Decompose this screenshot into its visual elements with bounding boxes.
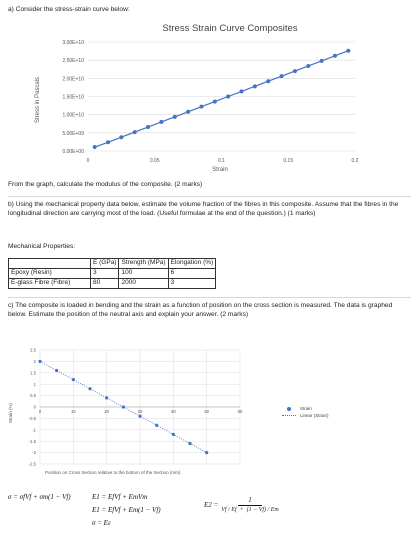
y-tick-label: 0.00E+00: [62, 149, 84, 155]
table-cell: 6: [168, 269, 216, 279]
legend-label: Strain: [300, 406, 312, 411]
chart-title: Stress Strain Curve Composites: [162, 23, 298, 34]
y-tick-label: 1.5: [30, 370, 36, 376]
y-tick-label: 1.00E+10: [62, 112, 84, 119]
data-point: [55, 369, 58, 372]
table-cell: E-glass Fibre (Fibre): [9, 279, 91, 289]
divider: [8, 297, 411, 298]
formula-hookes-law: σ = Eε: [92, 519, 111, 527]
data-point: [72, 378, 75, 381]
y-axis-label: Strain (%): [8, 402, 13, 424]
y-tick-label: 5.00E+09: [62, 130, 84, 137]
table-cell: Epoxy (Resin): [9, 269, 91, 279]
data-point: [306, 64, 310, 68]
x-tick-label: 50: [204, 409, 210, 414]
formula-plus: +: [239, 507, 244, 514]
y-tick-label: 2: [33, 359, 36, 364]
data-point: [146, 125, 150, 129]
table-header-cell: [9, 259, 91, 269]
data-point: [138, 415, 141, 418]
x-axis-label: Strain: [212, 167, 228, 173]
x-tick-label: 40: [170, 409, 176, 414]
table-cell: 100: [119, 269, 168, 279]
data-point: [106, 140, 110, 144]
table-header-cell: E (GPa): [91, 259, 119, 269]
x-tick-label: 20: [104, 409, 110, 414]
data-point: [253, 84, 257, 88]
data-point: [93, 145, 97, 149]
legend-marker-dot: [287, 407, 291, 411]
data-point: [122, 405, 125, 408]
data-point: [173, 115, 177, 119]
y-tick-label: 0: [33, 404, 36, 410]
data-point: [155, 424, 158, 427]
y-tick-label: 2.5: [30, 347, 36, 353]
x-axis-label: Position on Cross Section relative to the bottom of the Section (mm): [45, 470, 181, 475]
x-tick-label: 60: [237, 409, 243, 414]
data-point: [240, 89, 244, 93]
divider: [8, 196, 411, 197]
data-point: [266, 79, 270, 83]
formula-stress-rule-of-mixtures: σ = σfVf + σm(1 − Vf): [8, 493, 71, 501]
formula-modulus-transverse: [204, 496, 279, 515]
table-cell: 80: [91, 279, 119, 289]
formula-lhs: E2 =: [204, 500, 219, 509]
data-point: [320, 59, 324, 63]
x-tick-label: 0.2: [351, 158, 359, 164]
data-point: [172, 433, 175, 436]
x-tick-label: 0: [38, 409, 42, 414]
formula-term: Vf / Ef: [221, 507, 237, 514]
data-point: [293, 69, 297, 73]
stress-strain-chart: [30, 18, 390, 175]
y-tick-label: -1.5: [28, 438, 36, 444]
y-tick-label: -0.5: [28, 416, 36, 421]
legend-marker-dotted-line: [282, 415, 296, 416]
y-tick-label: 0.5: [30, 393, 36, 399]
formula-term: (1 − Vf) / Em: [246, 507, 279, 514]
y-tick-label: -1: [32, 427, 36, 433]
table-cell: 2000: [119, 279, 168, 289]
formula-denominator: [221, 506, 278, 514]
x-tick-label: 10: [70, 409, 76, 414]
data-point: [333, 54, 337, 58]
table-row: [9, 279, 216, 289]
data-point: [88, 387, 91, 390]
x-tick-label: 0.05: [149, 158, 160, 164]
data-point: [205, 451, 208, 454]
part-b-text: b) Using the mechanical property data below, estimate the volume fraction of the fibres in this composite. Assume that the fibres in the longitudinal direction are carrying most of the load. (Useful formulae at the end of the question.) (1 marks): [8, 201, 399, 217]
legend-item-strain: [282, 405, 329, 412]
table-row: [9, 269, 216, 279]
y-tick-label: 1: [33, 381, 36, 387]
strain-position-chart: [8, 342, 278, 482]
data-point: [346, 49, 350, 53]
table-header-cell: Elongation (%): [168, 259, 216, 269]
part-a-question: From the graph, calculate the modulus of the composite. (2 marks): [8, 181, 203, 188]
table-cell: 3: [91, 269, 119, 279]
data-point: [188, 442, 191, 445]
table-header-cell: Strength (MPa): [119, 259, 168, 269]
formula-modulus-longitudinal-expanded: E1 = EfVf + Em(1 − Vf): [92, 506, 161, 514]
part-a-intro: a) Consider the stress-strain curve below:: [8, 6, 130, 13]
legend-item-linear: [282, 412, 329, 419]
data-point: [226, 95, 230, 99]
formula-numerator: 1: [238, 496, 262, 506]
y-tick-label: 2.50E+10: [62, 58, 84, 65]
mechanical-properties-title: Mechanical Properties:: [8, 243, 76, 250]
data-point: [199, 105, 203, 109]
data-point: [280, 74, 284, 78]
x-tick-label: 0: [86, 158, 90, 164]
data-point: [159, 120, 163, 124]
x-tick-label: 30: [137, 409, 143, 414]
y-tick-label: -2.5: [28, 461, 36, 467]
legend-label: Linear (Strain): [300, 413, 329, 419]
part-c-text: c) The composite is loaded in bending and the strain as a function of position on the cross section is measured. The data is graphed below. Estimate the position of the neutral axis and explain your answer. (2 marks): [8, 302, 393, 318]
formula-modulus-longitudinal: E1 = EfVf + EmVm: [92, 493, 148, 501]
data-point: [186, 110, 190, 114]
table-header-row: [9, 259, 216, 269]
data-point: [119, 135, 123, 139]
y-tick-label: 2.00E+10: [62, 76, 84, 83]
table-cell: 3: [168, 279, 216, 289]
data-point: [133, 130, 137, 134]
x-tick-label: 0.15: [283, 158, 294, 164]
chart-legend: [282, 405, 329, 419]
y-axis-label: Stress in Pascals: [35, 76, 41, 124]
data-point: [213, 100, 217, 104]
data-point: [38, 360, 41, 363]
y-tick-label: 1.50E+10: [62, 94, 84, 101]
x-tick-label: 0.1: [218, 158, 225, 164]
mechanical-properties-table: [8, 258, 216, 289]
y-tick-label: 3.00E+10: [62, 40, 84, 46]
data-point: [105, 396, 108, 399]
y-tick-label: -2: [32, 450, 36, 456]
formula-fraction: [221, 496, 278, 515]
